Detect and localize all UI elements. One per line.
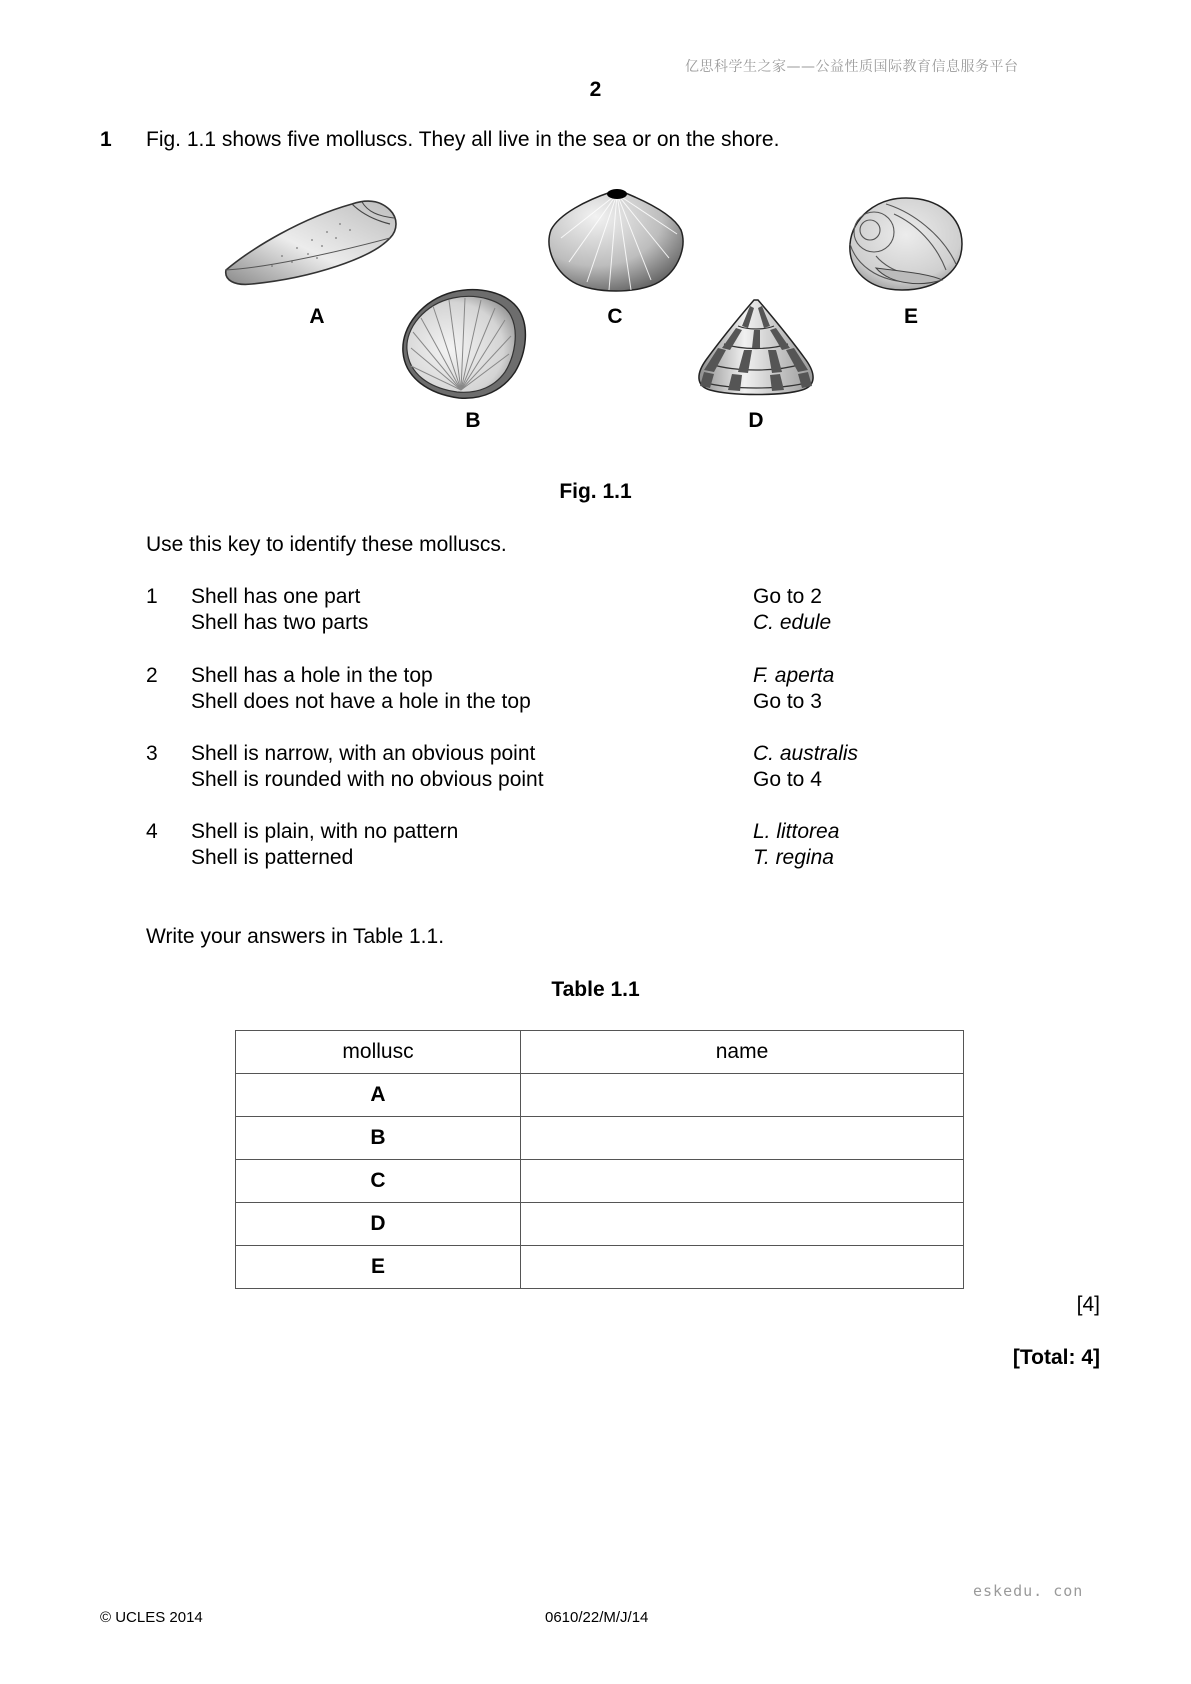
- key-result: F. aperta: [753, 664, 835, 687]
- key-description: Shell does not have a hole in the top: [191, 690, 531, 713]
- key-result: Go to 2: [753, 585, 822, 608]
- key-description: Shell is plain, with no pattern: [191, 820, 459, 843]
- table-cell-mollusc: D: [236, 1203, 521, 1246]
- shell-b-label: B: [465, 409, 481, 432]
- table-row: [236, 1117, 964, 1160]
- key-step-number: 2: [146, 664, 158, 687]
- instruction-text: Write your answers in Table 1.1.: [146, 925, 445, 948]
- answer-cell[interactable]: [521, 1246, 964, 1289]
- total-marks: [Total: 4]: [1012, 1346, 1100, 1369]
- key-result: L. littorea: [753, 820, 840, 843]
- table-header-name: name: [521, 1031, 964, 1074]
- key-description: Shell has one part: [191, 585, 361, 608]
- shell-d-illustration: [692, 298, 820, 396]
- key-description: Shell has a hole in the top: [191, 664, 433, 687]
- table-header-mollusc: mollusc: [236, 1031, 521, 1074]
- shell-e-illustration: [846, 194, 966, 294]
- figure-caption: Fig. 1.1: [559, 480, 632, 503]
- answer-cell[interactable]: [521, 1117, 964, 1160]
- footer-paper-code: 0610/22/M/J/14: [545, 1609, 649, 1626]
- page-number: 2: [589, 78, 602, 101]
- shell-d-label: D: [748, 409, 764, 432]
- table-cell-mollusc: C: [236, 1160, 521, 1203]
- shell-c-label: C: [607, 305, 623, 328]
- key-result: Go to 4: [753, 768, 822, 791]
- key-description: Shell is narrow, with an obvious point: [191, 742, 536, 765]
- shell-b-illustration: [399, 286, 531, 404]
- footer-copyright: © UCLES 2014: [100, 1609, 203, 1626]
- key-description: Shell is patterned: [191, 846, 354, 869]
- key-result: C. edule: [753, 611, 832, 634]
- table-row: [236, 1160, 964, 1203]
- table-header-row: [236, 1031, 964, 1074]
- key-result: T. regina: [753, 846, 834, 869]
- table-row: [236, 1246, 964, 1289]
- answer-cell[interactable]: [521, 1203, 964, 1246]
- shell-a-illustration: [222, 196, 400, 292]
- key-step-number: 4: [146, 820, 158, 843]
- key-result: C. australis: [753, 742, 859, 765]
- answer-cell[interactable]: [521, 1160, 964, 1203]
- key-description: Shell has two parts: [191, 611, 369, 634]
- marks-allocation: [4]: [1076, 1293, 1100, 1316]
- answer-cell[interactable]: [521, 1074, 964, 1117]
- answer-table: [235, 1030, 964, 1289]
- question-number: 1: [100, 128, 112, 151]
- table-row: [236, 1074, 964, 1117]
- shell-c-illustration: [547, 186, 687, 296]
- table-row: [236, 1203, 964, 1246]
- table-cell-mollusc: E: [236, 1246, 521, 1289]
- key-intro: Use this key to identify these molluscs.: [146, 533, 507, 556]
- header-watermark: 亿思科学生之家——公益性质国际教育信息服务平台: [685, 59, 1019, 75]
- question-text: Fig. 1.1 shows five molluscs. They all live in the sea or on the shore.: [146, 128, 780, 151]
- table-caption: Table 1.1: [551, 978, 640, 1001]
- key-result: Go to 3: [753, 690, 822, 713]
- table-cell-mollusc: B: [236, 1117, 521, 1160]
- key-step-number: 1: [146, 585, 158, 608]
- key-step-number: 3: [146, 742, 158, 765]
- shell-a-label: A: [309, 305, 325, 328]
- shell-e-label: E: [903, 305, 918, 328]
- key-description: Shell is rounded with no obvious point: [191, 768, 544, 791]
- table-cell-mollusc: A: [236, 1074, 521, 1117]
- footer-watermark: eskedu. con: [973, 1582, 1084, 1600]
